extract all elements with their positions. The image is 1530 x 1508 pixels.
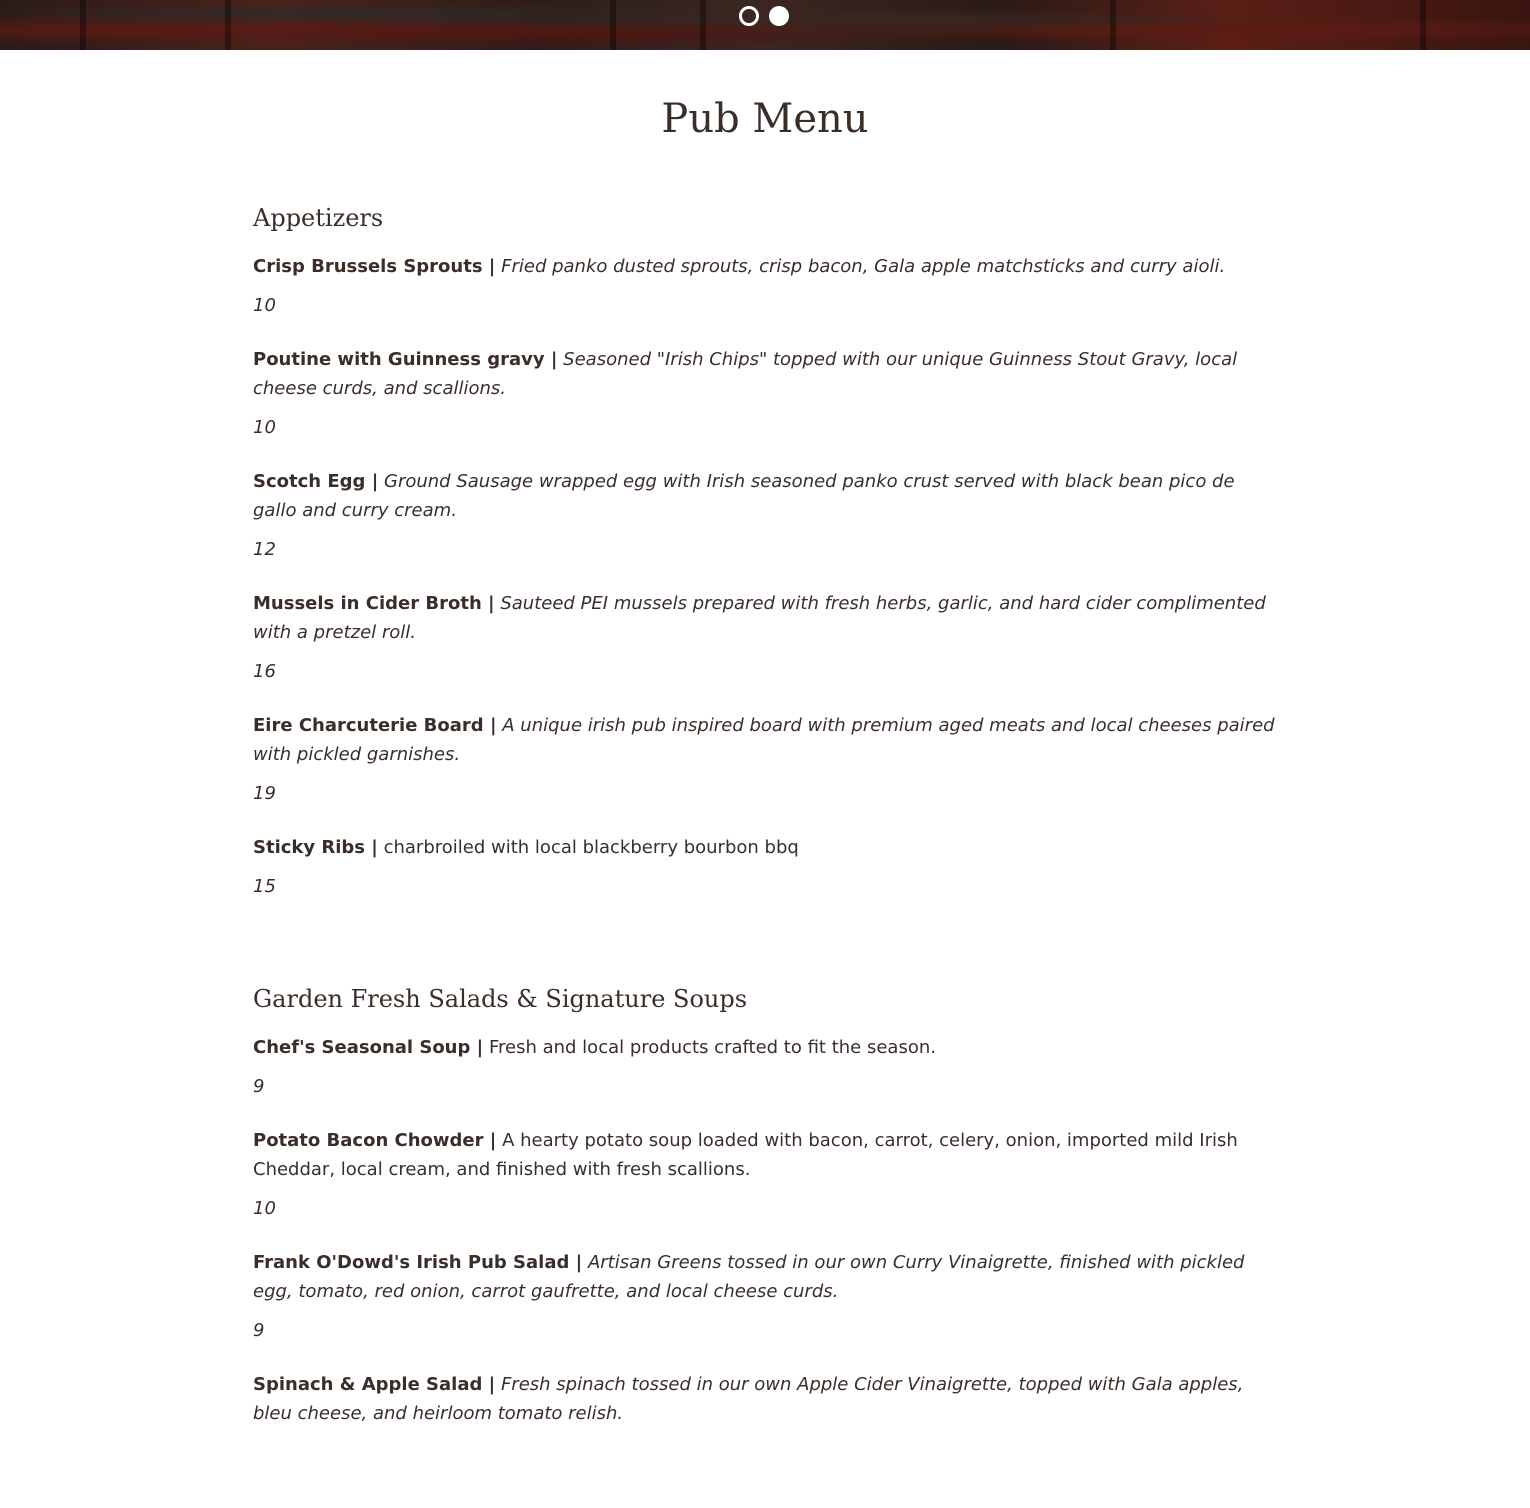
hero-decor (80, 0, 86, 50)
menu-item-description: Fried panko dusted sprouts, crisp bacon, Gala apple matchsticks and curry aioli. (501, 256, 1226, 277)
menu-item-line (253, 589, 1283, 647)
menu-section-salads-soups (253, 981, 1283, 1428)
menu-item-description: Fresh spinach tossed in our own Apple Cider Vinaigrette, topped with Gala apples, bleu cheese, and heirloom tomato relish. (253, 1374, 1244, 1424)
menu-item-name: Crisp Brussels Sprouts | (253, 256, 496, 277)
menu-item-name: Mussels in Cider Broth | (253, 593, 495, 614)
menu-item-line (253, 1248, 1283, 1306)
menu-content (253, 200, 1283, 1508)
hero-decor (700, 0, 706, 50)
menu-item-description: A unique irish pub inspired board with premium aged meats and local cheeses paired with pickled garnishes. (253, 715, 1275, 765)
carousel-dots (739, 6, 789, 26)
menu-item-price: 10 (253, 417, 276, 438)
menu-item (253, 1033, 1283, 1101)
menu-item-line (253, 345, 1283, 403)
menu-item-line (253, 1370, 1283, 1428)
page-title: Pub Menu (661, 96, 869, 142)
menu-item-line (253, 467, 1283, 525)
menu-item-price: 9 (253, 1076, 265, 1097)
menu-item-name: Eire Charcuterie Board | (253, 715, 497, 736)
menu-item-description: Artisan Greens tossed in our own Curry Vinaigrette, finished with pickled egg, tomato, red onion, carrot gaufrette, and local cheese curds. (253, 1252, 1245, 1302)
menu-item (253, 345, 1283, 442)
menu-item-line (253, 833, 1283, 862)
menu-item-description: Sauteed PEI mussels prepared with fresh herbs, garlic, and hard cider complimented with a pretzel roll. (253, 593, 1266, 643)
carousel-dot-2[interactable] (769, 6, 789, 26)
menu-item-name: Chef's Seasonal Soup | (253, 1037, 484, 1058)
menu-item (253, 833, 1283, 901)
hero-decor (1420, 0, 1426, 50)
menu-item-line (253, 1126, 1283, 1184)
hero-banner (0, 0, 1530, 50)
menu-item-price: 9 (253, 1320, 265, 1341)
menu-item-name: Frank O'Dowd's Irish Pub Salad | (253, 1252, 583, 1273)
menu-item-description: Seasoned "Irish Chips" topped with our unique Guinness Stout Gravy, local cheese curds, and scallions. (253, 349, 1238, 399)
menu-item-price: 19 (253, 783, 276, 804)
menu-item-name: Sticky Ribs | (253, 837, 378, 858)
menu-item-line (253, 252, 1283, 281)
hero-decor (225, 0, 231, 50)
menu-item (253, 1126, 1283, 1223)
menu-item-line (253, 1033, 1283, 1062)
menu-item-line (253, 711, 1283, 769)
section-title: Appetizers (253, 204, 384, 232)
hero-decor (1110, 0, 1116, 50)
menu-item (253, 589, 1283, 686)
menu-item-price: 16 (253, 661, 276, 682)
menu-item-price: 10 (253, 295, 276, 316)
menu-item-description: Fresh and local products crafted to fit the season. (488, 1037, 936, 1058)
menu-item-description: A hearty potato soup loaded with bacon, carrot, celery, onion, imported mild Irish Cheddar, local cream, and finished with fresh scallions. (253, 1130, 1238, 1180)
section-title: Garden Fresh Salads & Signature Soups (253, 985, 748, 1013)
menu-item (253, 1370, 1283, 1428)
menu-item-name: Scotch Egg | (253, 471, 379, 492)
menu-item-price: 10 (253, 1198, 276, 1219)
menu-item-description: charbroiled with local blackberry bourbon bbq (383, 837, 799, 858)
menu-section-appetizers (253, 200, 1283, 901)
carousel-dot-1[interactable] (739, 6, 759, 26)
menu-item (253, 252, 1283, 320)
menu-item-price: 12 (253, 539, 276, 560)
menu-item (253, 1248, 1283, 1345)
menu-item-name: Poutine with Guinness gravy | (253, 349, 558, 370)
menu-item-name: Potato Bacon Chowder | (253, 1130, 497, 1151)
menu-item (253, 467, 1283, 564)
menu-item-price: 15 (253, 876, 276, 897)
menu-item-description: Ground Sausage wrapped egg with Irish seasoned panko crust served with black bean pico de gallo and curry cream. (253, 471, 1235, 521)
menu-item (253, 711, 1283, 808)
menu-item-name: Spinach & Apple Salad | (253, 1374, 496, 1395)
hero-decor (610, 0, 616, 50)
